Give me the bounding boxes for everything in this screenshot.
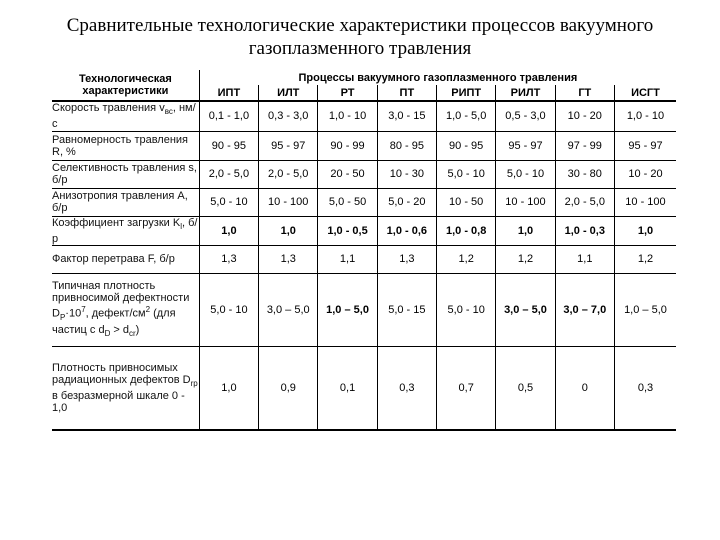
- table-cell: 0,1 - 1,0: [199, 101, 258, 131]
- table-cell: 0: [555, 346, 614, 430]
- table-cell: 90 - 95: [199, 131, 258, 160]
- table-cell: 1,0 - 0,3: [555, 216, 614, 245]
- table-cell: 1,0 – 5,0: [614, 273, 676, 346]
- table-cell: 2,0 - 5,0: [259, 160, 318, 188]
- process-header: ПТ: [377, 85, 436, 101]
- table-cell: 1,0: [614, 216, 676, 245]
- process-group-header: Процессы вакуумного газоплазменного травления: [298, 71, 578, 84]
- table-cell: 1,0: [199, 216, 258, 245]
- row-label: Селективность травления s, б/р: [52, 160, 199, 188]
- table-row: [52, 245, 676, 273]
- table-cell: 3,0 - 15: [377, 101, 436, 131]
- table-cell: 0,5: [496, 346, 555, 430]
- table-cell: 10 - 50: [437, 188, 496, 216]
- table-cell: 10 - 100: [496, 188, 555, 216]
- row-label: Скорость травления $v_{вс}$, нм/с: [52, 101, 199, 131]
- row-label: Коэффициент загрузки $K_l$, б/р: [52, 216, 198, 245]
- table-cell: 10 - 30: [377, 160, 436, 188]
- table-cell: 0,1: [318, 346, 377, 430]
- row-label: Равномерность травления R, %: [52, 131, 199, 160]
- table-cell: 20 - 50: [318, 160, 377, 188]
- table-cell: 1,0: [259, 216, 318, 245]
- table-cell: 1,0 – 5,0: [318, 273, 377, 346]
- slide-title: [20, 14, 700, 60]
- row-label: Фактор перетрава F, б/р: [52, 245, 199, 273]
- table-cell: 1,3: [259, 245, 318, 273]
- table-cell: 1,0 - 0,6: [377, 216, 436, 245]
- table-cell: 5,0 - 15: [377, 273, 436, 346]
- table-cell: 1,0 - 10: [614, 101, 676, 131]
- table-cell: 5,0 - 10: [199, 188, 258, 216]
- table-cell: 10 - 100: [259, 188, 318, 216]
- table-cell: 0,3 - 3,0: [259, 101, 318, 131]
- table-cell: 0,7: [437, 346, 496, 430]
- process-header: РИЛТ: [496, 85, 555, 101]
- table-cell: 5,0 - 10: [437, 273, 496, 346]
- table-cell: 1,3: [199, 245, 258, 273]
- process-header: РТ: [318, 85, 377, 101]
- table-cell: 2,0 - 5,0: [555, 188, 614, 216]
- table-cell: 1,0 - 0,5: [318, 216, 377, 245]
- table-cell: 1,2: [437, 245, 496, 273]
- table-row: [52, 101, 676, 131]
- table-cell: 2,0 - 5,0: [199, 160, 258, 188]
- table-cell: 3,0 – 7,0: [555, 273, 614, 346]
- table-cell: 0,3: [377, 346, 436, 430]
- table-cell: 1,0: [199, 346, 258, 430]
- table-cell: 1,0 - 5,0: [437, 101, 496, 131]
- table-cell: 1,1: [555, 245, 614, 273]
- table-cell: 0,5 - 3,0: [496, 101, 555, 131]
- param-column-header: Технологическая характеристики: [52, 70, 199, 101]
- table-cell: 1,0: [496, 216, 555, 245]
- table-cell: 95 - 97: [614, 131, 676, 160]
- row-label: Анизотропия травления A, б/р: [52, 188, 199, 216]
- table-cell: 3,0 – 5,0: [496, 273, 555, 346]
- characteristics-table: [52, 70, 676, 431]
- table-cell: 1,0 - 10: [318, 101, 377, 131]
- process-header: ИСГТ: [614, 85, 676, 101]
- row-label: Плотность привносимых радиационных дефектов $D_{rp}$ в безразмерной шкале 0 - 1,0: [52, 346, 199, 430]
- table-cell: 1,2: [496, 245, 555, 273]
- table-row: [52, 273, 676, 346]
- table-cell: 10 - 20: [614, 160, 676, 188]
- table-cell: 1,1: [318, 245, 377, 273]
- table-row: [52, 131, 676, 160]
- table-cell: 0,9: [259, 346, 318, 430]
- table-cell: 5,0 - 50: [318, 188, 377, 216]
- table-cell: 10 - 20: [555, 101, 614, 131]
- table-cell: 5,0 - 10: [437, 160, 496, 188]
- row-label: Типичная плотность привносимой дефектности $D_P\cdot 10^7$, дефект/$см^2$ (для частиц с $d_D > d_{cr}$): [52, 273, 199, 346]
- table-cell: 1,3: [377, 245, 436, 273]
- table-cell: 5,0 - 20: [377, 188, 436, 216]
- table-row: [52, 188, 676, 216]
- table-cell: 90 - 99: [318, 131, 377, 160]
- table-cell: 10 - 100: [614, 188, 676, 216]
- table-cell: 5,0 - 10: [496, 160, 555, 188]
- table-cell: 80 - 95: [377, 131, 436, 160]
- table-row: [52, 160, 676, 188]
- table-cell: 5,0 - 10: [199, 273, 258, 346]
- table-row: [52, 216, 676, 245]
- title-line-1: Сравнительные технологические характеристики процессов вакуумного: [66, 15, 654, 36]
- table-cell: 30 - 80: [555, 160, 614, 188]
- process-header: РИПТ: [437, 85, 496, 101]
- table-cell: 3,0 – 5,0: [259, 273, 318, 346]
- table-cell: 1,2: [614, 245, 676, 273]
- table-row: [52, 346, 676, 430]
- title-line-2: газоплазменного травления: [248, 38, 472, 59]
- process-header: ИЛТ: [259, 85, 318, 101]
- table-cell: 1,0 - 0,8: [437, 216, 496, 245]
- table-cell: 90 - 95: [437, 131, 496, 160]
- process-header: ИПТ: [199, 85, 258, 101]
- process-header: ГТ: [555, 85, 614, 101]
- table-cell: 95 - 97: [259, 131, 318, 160]
- table-cell: 95 - 97: [496, 131, 555, 160]
- table-cell: 0,3: [614, 346, 676, 430]
- table-cell: 97 - 99: [555, 131, 614, 160]
